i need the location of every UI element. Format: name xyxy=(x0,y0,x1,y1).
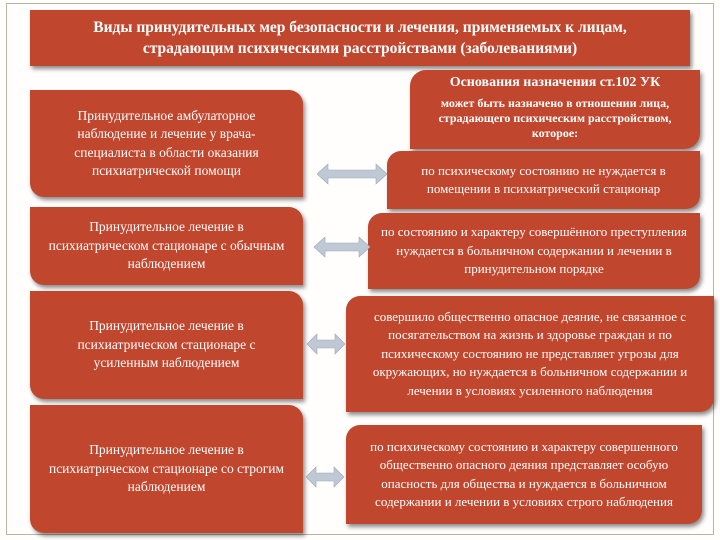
basis-header-box xyxy=(410,70,700,149)
measure-box-ambulatory xyxy=(30,90,303,197)
measure-box-ordinary xyxy=(30,207,303,285)
ground-label: по психическому состоянию и характеру совершенного общественно опасного деяния представляет особую опасность для общества и нуждается в больничном содержании и лечении в условиях строго наблюдения xyxy=(370,438,678,509)
slide-title xyxy=(30,10,690,66)
double-arrow-icon xyxy=(313,236,371,258)
measure-box-enhanced xyxy=(30,291,303,399)
ground-box-4 xyxy=(346,425,702,524)
double-arrow-icon xyxy=(305,466,345,488)
ground-box-2 xyxy=(368,213,700,289)
double-arrow-icon xyxy=(306,333,346,355)
ground-box-1 xyxy=(387,151,700,209)
measure-label: Принудительное лечение в психиатрическом стационаре с обычным наблюдением xyxy=(48,219,285,272)
measure-label: Принудительное лечение в психиатрическом стационаре с усиленным наблюдением xyxy=(77,318,256,371)
measure-label: Принудительное амбулаторное наблюдение и лечение у врача-специалиста в области оказания психиатрической помощи xyxy=(74,107,259,178)
title-line-1: Виды принудительных мер безопасности и лечения, применяемых к лицам, xyxy=(93,19,627,36)
measure-box-strict xyxy=(30,405,303,533)
measure-label: Принудительное лечение в психиатрическом стационаре со строгим наблюдением xyxy=(48,442,285,495)
basis-heading: Основания назначения ст.102 УК xyxy=(449,75,661,90)
title-line-2: страдающим психическими расстройствами (заболеваниями) xyxy=(142,40,578,57)
ground-label: по психическому состоянию не нуждается в помещении в психиатрический стационар xyxy=(421,162,666,196)
ground-label: совершило общественно опасное деяние, не связанное с посягательством на жизнь и здоровье граждан и по психическому состоянию не представляет угрозы для окружающих, но нуждается в больничном содержании и лечении в условиях усиленного наблюдения xyxy=(372,308,688,398)
double-arrow-icon xyxy=(316,163,388,185)
ground-label: по состоянию и характеру совершённого преступления нуждается в больничном содержании и лечении в принудительном порядке xyxy=(381,224,687,277)
basis-subheading: может быть назначено в отношении лица, страдающего психическим расстройством, которое: xyxy=(438,96,672,140)
ground-box-3 xyxy=(346,296,714,412)
